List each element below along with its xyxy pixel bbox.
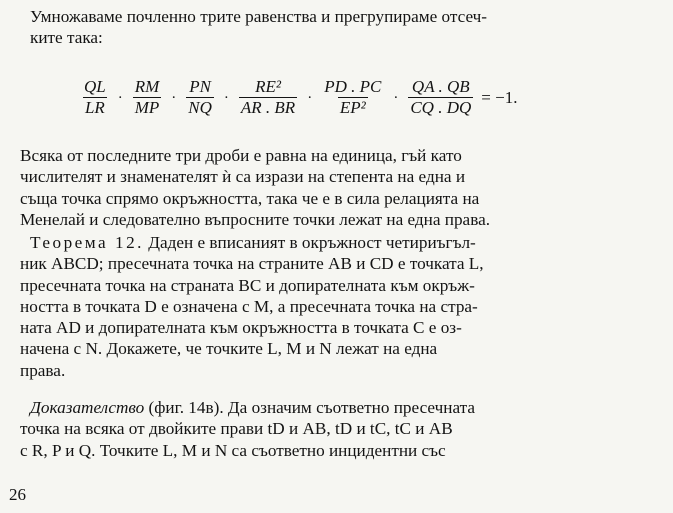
fraction: [133, 78, 162, 117]
numerator: RE²: [255, 77, 281, 96]
text-line: ността в точката D е означена с M, а пресечната точка на стра-: [20, 296, 478, 316]
formula-result: = −1.: [481, 87, 518, 107]
numerator: QL: [84, 77, 106, 96]
text-line: ките така:: [30, 28, 103, 48]
numerator: QA . QB: [411, 77, 470, 96]
fraction: [239, 78, 297, 117]
denominator: LR: [84, 98, 105, 117]
multiplication-dot: ·: [393, 90, 399, 106]
paragraph-menelaus: [20, 145, 662, 230]
fraction: [186, 78, 214, 117]
text-line: Умножаваме почленно трите равенства и прегрупираме отсеч-: [30, 7, 488, 26]
theorem-label: Теорема 12.: [30, 233, 144, 252]
text-line: с R, P и Q. Точките L, M и N са съответно инцидентни със: [20, 440, 446, 460]
text-line: ната AD и допирателната към окръжността в точката C е оз-: [20, 318, 462, 338]
text-line: [20, 232, 662, 253]
denominator: AR . BR: [240, 98, 296, 117]
menelaus-formula: [78, 78, 517, 117]
multiplication-dot: ·: [223, 90, 229, 106]
denominator: EP²: [339, 98, 366, 117]
page-number: 26: [9, 485, 26, 504]
text-line: точка на всяка от двойките прави tD и AB, tD и tC, tC и AB: [20, 419, 453, 439]
multiplication-dot: ·: [171, 90, 177, 106]
text-line: права.: [20, 360, 66, 380]
proof-paragraph: [20, 397, 662, 461]
fraction: [408, 78, 473, 117]
text-line: ник ABCD; пресечната точка на страните AB и CD е точката L,: [20, 254, 484, 274]
text-line: начена с N. Докажете, че точките L, M и N лежат на една: [20, 339, 438, 359]
text-line: Менелай и следователно въпросните точки лежат на една права.: [20, 209, 491, 229]
fraction: [82, 78, 108, 117]
numerator: PN: [189, 77, 211, 96]
fraction: [322, 78, 383, 117]
text-line: числителят и знаменателят ѝ са изрази на степента на една и: [20, 167, 466, 187]
denominator: CQ . DQ: [410, 98, 472, 117]
text-line: [20, 397, 662, 418]
numerator: RM: [134, 77, 160, 96]
intro-paragraph: [20, 6, 662, 49]
theorem-paragraph: [20, 232, 662, 381]
proof-text: (фиг. 14в). Да означим съответно пресечната: [148, 398, 475, 417]
denominator: MP: [134, 98, 160, 117]
proof-label: Доказателство: [30, 398, 145, 417]
multiplication-dot: ·: [307, 90, 313, 106]
text-line: Всяка от последните три дроби е равна на единица, гъй като: [20, 146, 462, 165]
theorem-text: Даден е вписаният в окръжност четириъгъл-: [148, 233, 476, 252]
numerator: PD . PC: [324, 77, 382, 96]
multiplication-dot: ·: [117, 90, 123, 106]
text-line: пресечната точка на страната BC и допирателната към окръж-: [20, 275, 475, 295]
denominator: NQ: [188, 98, 212, 117]
text-line: съща точка спрямо окръжността, така че е в сила релацията на: [20, 188, 480, 208]
